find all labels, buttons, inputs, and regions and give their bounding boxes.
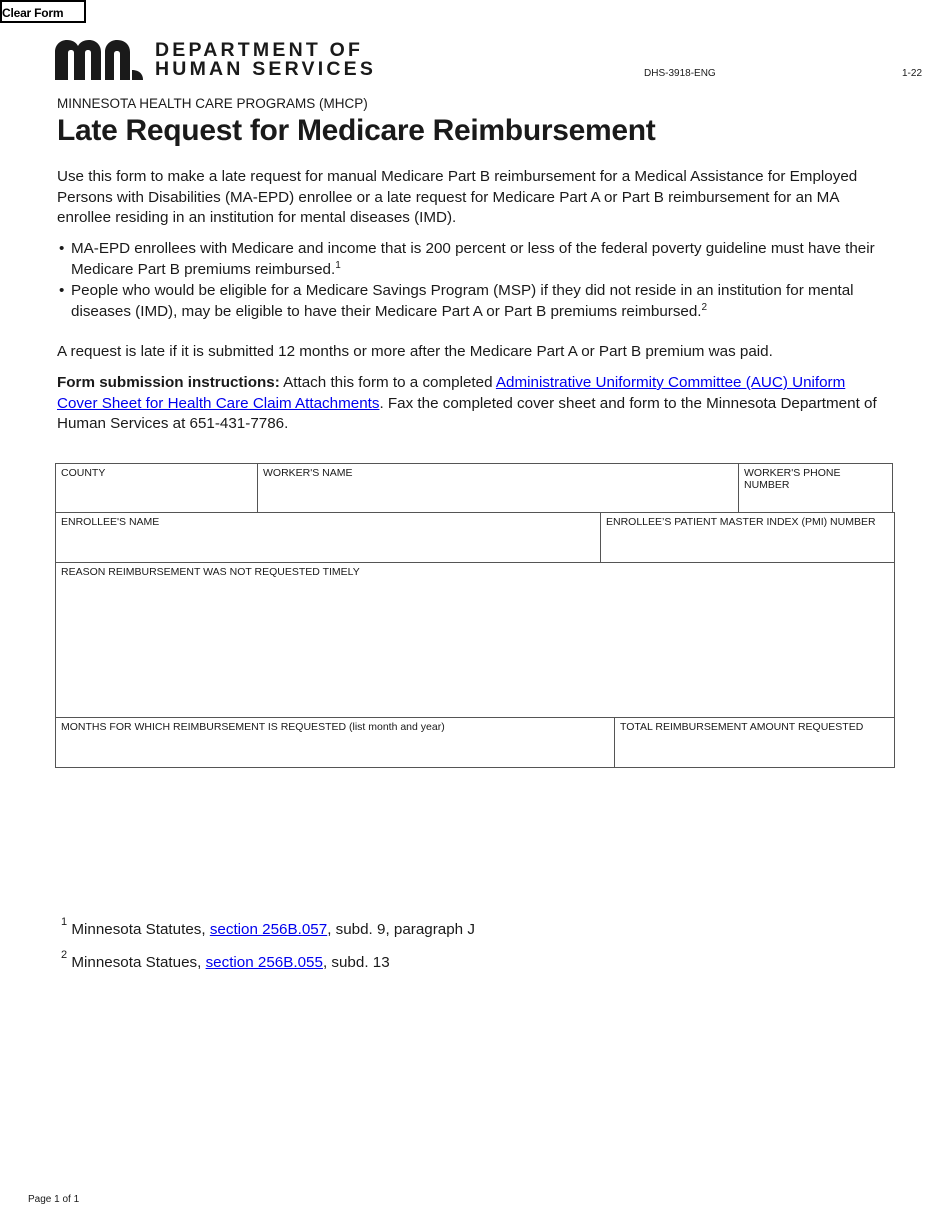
footnote-2 <box>61 948 390 971</box>
program-name: MINNESOTA HEALTH CARE PROGRAMS (MHCP) <box>57 96 368 111</box>
instructions-text-before: Attach this form to a completed <box>279 374 496 391</box>
auc-cover-sheet-link[interactable]: Administrative Uniformity Committee (AUC) Uniform Cover Sheet for Health Care Claim Attachments <box>57 374 846 412</box>
form-id: DHS-3918-ENG <box>644 68 716 79</box>
footnote-number: 2 <box>61 948 68 961</box>
clear-form-button[interactable]: Clear Form <box>0 0 86 23</box>
list-item <box>57 281 887 322</box>
instructions-text-after: . Fax the completed cover sheet and form to the Minnesota Department of Human Services at 651-431-7786. <box>57 394 877 432</box>
submission-instructions <box>57 373 887 435</box>
enrollee-name-field[interactable] <box>55 512 601 563</box>
late-note: A request is late if it is submitted 12 months or more after the Medicare Part A or Part B premium was paid. <box>57 343 773 360</box>
instructions-label: Form submission instructions: <box>57 374 280 391</box>
footnote-ref: 1 <box>335 259 341 271</box>
bullet-text: MA-EPD enrollees with Medicare and income that is 200 percent or less of the federal poverty guideline must have their Medicare Part B premiums reimbursed. <box>71 240 875 278</box>
county-label: COUNTY <box>61 467 106 479</box>
worker-phone-label: WORKER'S PHONE NUMBER <box>744 467 841 491</box>
request-form-fields <box>55 463 895 768</box>
logo-line-2: HUMAN SERVICES <box>155 58 377 80</box>
months-label: MONTHS FOR WHICH REIMBURSEMENT IS REQUESTED (list month and year) <box>61 721 445 733</box>
footnote-text: , subd. 13 <box>322 954 390 971</box>
logo-wordmark <box>155 41 376 79</box>
page-number: Page 1 of 1 <box>28 1194 80 1205</box>
total-amount-field[interactable] <box>614 717 895 768</box>
logo-line-1: DEPARTMENT OF <box>155 39 364 61</box>
intro-paragraph: Use this form to make a late request for manual Medicare Part B reimbursement for a Medical Assistance for Employed Persons with Disabilities (MA-EPD) enrollee or a late request for Medicare Part A or Part B reimbursement for an MA enrollee residing in an institution for mental diseases (IMD). <box>57 168 858 226</box>
footnote-ref: 2 <box>701 301 708 313</box>
worker-name-label: WORKER'S NAME <box>263 467 353 479</box>
bullet-list <box>57 239 887 323</box>
footnote-text: Minnesota Statues, <box>67 954 206 971</box>
form-date: 1-22 <box>902 68 923 79</box>
worker-name-field[interactable] <box>257 463 739 513</box>
footnote-1 <box>61 915 475 938</box>
reason-label: REASON REIMBURSEMENT WAS NOT REQUESTED TIMELY <box>61 566 360 578</box>
enrollee-name-label: ENROLLEE'S NAME <box>61 516 160 528</box>
section-256b055-link[interactable]: section 256B.055 <box>205 954 323 971</box>
enrollee-pmi-label: ENROLLEE’S PATIENT MASTER INDEX (PMI) NUMBER <box>606 516 876 528</box>
bullet-text: People who would be eligible for a Medicare Savings Program (MSP) if they did not reside in an institution for mental diseases (IMD), may be eligible to have their Medicare Part A or Part B premiums reimbursed. <box>71 282 854 320</box>
county-field[interactable] <box>55 463 258 513</box>
footnote-number: 1 <box>61 915 68 928</box>
footnote-text: , subd. 9, paragraph J <box>327 921 475 938</box>
worker-phone-field[interactable] <box>738 463 893 513</box>
dhs-logo <box>55 40 376 80</box>
footnote-text: Minnesota Statutes, <box>67 921 210 938</box>
page-title: Late Request for Medicare Reimbursement <box>57 114 656 147</box>
total-amount-label: TOTAL REIMBURSEMENT AMOUNT REQUESTED <box>620 721 864 733</box>
mn-logo-icon <box>55 40 145 80</box>
reason-field[interactable] <box>55 562 895 718</box>
list-item <box>57 239 887 280</box>
enrollee-pmi-field[interactable] <box>600 512 895 563</box>
section-256b057-link[interactable]: section 256B.057 <box>209 921 328 938</box>
months-field[interactable] <box>55 717 615 768</box>
